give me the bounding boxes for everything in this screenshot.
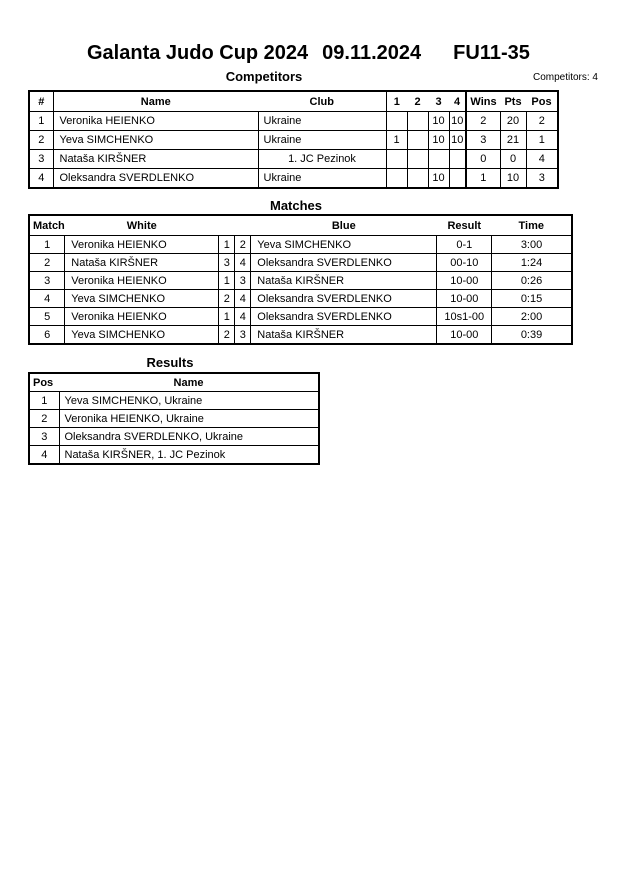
col-header-white: White — [65, 215, 219, 236]
match-row — [29, 272, 572, 290]
match-time: 0:15 — [492, 290, 572, 308]
matches-header-row — [29, 215, 572, 236]
match-result: 10-00 — [437, 326, 492, 345]
result-pos: 4 — [29, 446, 59, 465]
match-number: 3 — [29, 272, 65, 290]
col-header-pts: Pts — [500, 91, 526, 112]
competitor-club: 1. JC Pezinok — [258, 150, 386, 169]
col-header-number: # — [29, 91, 53, 112]
match-white-name: Yeva SIMCHENKO — [65, 326, 219, 345]
crosstable-cell: 10 — [428, 112, 449, 131]
competitor-pts: 10 — [500, 169, 526, 189]
match-number: 1 — [29, 236, 65, 254]
matches-header-spacer — [235, 215, 251, 236]
col-header-wins: Wins — [466, 91, 500, 112]
match-blue-seed: 4 — [235, 308, 251, 326]
competitor-row — [29, 112, 558, 131]
competitor-pts: 21 — [500, 131, 526, 150]
competitors-count: Competitors: 4 — [532, 72, 598, 83]
match-blue-seed: 4 — [235, 290, 251, 308]
result-row — [29, 428, 319, 446]
match-number: 4 — [29, 290, 65, 308]
crosstable-cell — [407, 112, 428, 131]
col-header-club: Club — [258, 91, 386, 112]
col-header-name: Name — [53, 91, 258, 112]
crosstable-cell — [428, 150, 449, 169]
match-number: 2 — [29, 254, 65, 272]
match-white-seed: 2 — [219, 290, 235, 308]
competitor-pts: 20 — [500, 112, 526, 131]
crosstable-cell: 1 — [386, 131, 407, 150]
result-name: Nataša KIRŠNER, 1. JC Pezinok — [59, 446, 319, 465]
match-white-name: Veronika HEIENKO — [65, 236, 219, 254]
match-white-name: Veronika HEIENKO — [65, 308, 219, 326]
competitors-table — [28, 90, 559, 189]
match-blue-seed: 3 — [235, 272, 251, 290]
match-row — [29, 290, 572, 308]
match-white-seed: 3 — [219, 254, 235, 272]
match-blue-name: Nataša KIRŠNER — [251, 272, 437, 290]
competitor-pos: 4 — [526, 150, 558, 169]
result-pos: 1 — [29, 392, 59, 410]
col-header-pos: Pos — [29, 373, 59, 392]
match-time: 1:24 — [492, 254, 572, 272]
event-name: Galanta Judo Cup 2024 — [87, 42, 309, 64]
match-blue-name: Oleksandra SVERDLENKO — [251, 290, 437, 308]
result-name: Veronika HEIENKO, Ukraine — [59, 410, 319, 428]
result-pos: 2 — [29, 410, 59, 428]
crosstable-cell — [407, 169, 428, 189]
match-number: 5 — [29, 308, 65, 326]
crosstable-cell — [449, 150, 466, 169]
competitor-number: 4 — [29, 169, 53, 189]
col-header-pos: Pos — [526, 91, 558, 112]
col-header-blue: Blue — [251, 215, 437, 236]
match-blue-name: Oleksandra SVERDLENKO — [251, 308, 437, 326]
competitor-pos: 1 — [526, 131, 558, 150]
col-header-name: Name — [59, 373, 319, 392]
result-row — [29, 446, 319, 465]
match-blue-name: Yeva SIMCHENKO — [251, 236, 437, 254]
match-number: 6 — [29, 326, 65, 345]
crosstable-cell — [386, 112, 407, 131]
match-result: 10-00 — [437, 272, 492, 290]
match-time: 0:26 — [492, 272, 572, 290]
category-code: FU11-35 — [453, 42, 530, 64]
page-title — [87, 42, 530, 65]
crosstable-cell: 10 — [449, 131, 466, 150]
match-result: 10-00 — [437, 290, 492, 308]
competitor-pos: 3 — [526, 169, 558, 189]
crosstable-cell — [407, 150, 428, 169]
matches-table — [28, 214, 573, 345]
col-header-opp2: 2 — [407, 91, 428, 112]
match-result: 0-1 — [437, 236, 492, 254]
competitor-row — [29, 131, 558, 150]
crosstable-cell: 10 — [428, 131, 449, 150]
match-blue-seed: 2 — [235, 236, 251, 254]
crosstable-cell: 10 — [428, 169, 449, 189]
competitor-name: Yeva SIMCHENKO — [53, 131, 258, 150]
result-name: Yeva SIMCHENKO, Ukraine — [59, 392, 319, 410]
competitor-club: Ukraine — [258, 131, 386, 150]
result-name: Oleksandra SVERDLENKO, Ukraine — [59, 428, 319, 446]
match-row — [29, 236, 572, 254]
competitor-club: Ukraine — [258, 112, 386, 131]
competitor-club: Ukraine — [258, 169, 386, 189]
competitors-section-title: Competitors — [225, 69, 303, 84]
match-time: 2:00 — [492, 308, 572, 326]
match-white-seed: 1 — [219, 236, 235, 254]
match-white-seed: 2 — [219, 326, 235, 345]
match-white-name: Veronika HEIENKO — [65, 272, 219, 290]
col-header-opp3: 3 — [428, 91, 449, 112]
result-row — [29, 392, 319, 410]
competitor-number: 1 — [29, 112, 53, 131]
crosstable-cell — [386, 169, 407, 189]
match-result: 00-10 — [437, 254, 492, 272]
competitor-number: 2 — [29, 131, 53, 150]
competitor-name: Oleksandra SVERDLENKO — [53, 169, 258, 189]
competitor-name: Nataša KIRŠNER — [53, 150, 258, 169]
competitors-header-row — [29, 91, 558, 112]
col-header-result: Result — [437, 215, 492, 236]
col-header-opp1: 1 — [386, 91, 407, 112]
competitor-wins: 0 — [466, 150, 500, 169]
result-pos: 3 — [29, 428, 59, 446]
col-header-time: Time — [492, 215, 572, 236]
crosstable-cell — [407, 131, 428, 150]
match-blue-name: Oleksandra SVERDLENKO — [251, 254, 437, 272]
results-table — [28, 372, 320, 465]
event-date: 09.11.2024 — [322, 42, 422, 64]
col-header-opp4: 4 — [449, 91, 466, 112]
match-result: 10s1-00 — [437, 308, 492, 326]
crosstable-cell: 10 — [449, 112, 466, 131]
competitor-number: 3 — [29, 150, 53, 169]
results-section-title: Results — [146, 355, 194, 370]
match-blue-name: Nataša KIRŠNER — [251, 326, 437, 345]
result-row — [29, 410, 319, 428]
competitor-wins: 3 — [466, 131, 500, 150]
competitor-row — [29, 169, 558, 189]
results-header-row — [29, 373, 319, 392]
match-row — [29, 326, 572, 345]
matches-header-spacer — [219, 215, 235, 236]
match-row — [29, 308, 572, 326]
matches-section-title: Matches — [269, 198, 323, 213]
competitor-pts: 0 — [500, 150, 526, 169]
competitor-name: Veronika HEIENKO — [53, 112, 258, 131]
match-blue-seed: 3 — [235, 326, 251, 345]
match-blue-seed: 4 — [235, 254, 251, 272]
match-row — [29, 254, 572, 272]
match-time: 3:00 — [492, 236, 572, 254]
crosstable-cell — [449, 169, 466, 189]
match-white-name: Nataša KIRŠNER — [65, 254, 219, 272]
competitor-wins: 1 — [466, 169, 500, 189]
col-header-match: Match — [29, 215, 65, 236]
competitor-wins: 2 — [466, 112, 500, 131]
match-time: 0:39 — [492, 326, 572, 345]
competitor-row — [29, 150, 558, 169]
match-white-seed: 1 — [219, 308, 235, 326]
competitor-pos: 2 — [526, 112, 558, 131]
match-white-seed: 1 — [219, 272, 235, 290]
crosstable-cell — [386, 150, 407, 169]
match-white-name: Yeva SIMCHENKO — [65, 290, 219, 308]
